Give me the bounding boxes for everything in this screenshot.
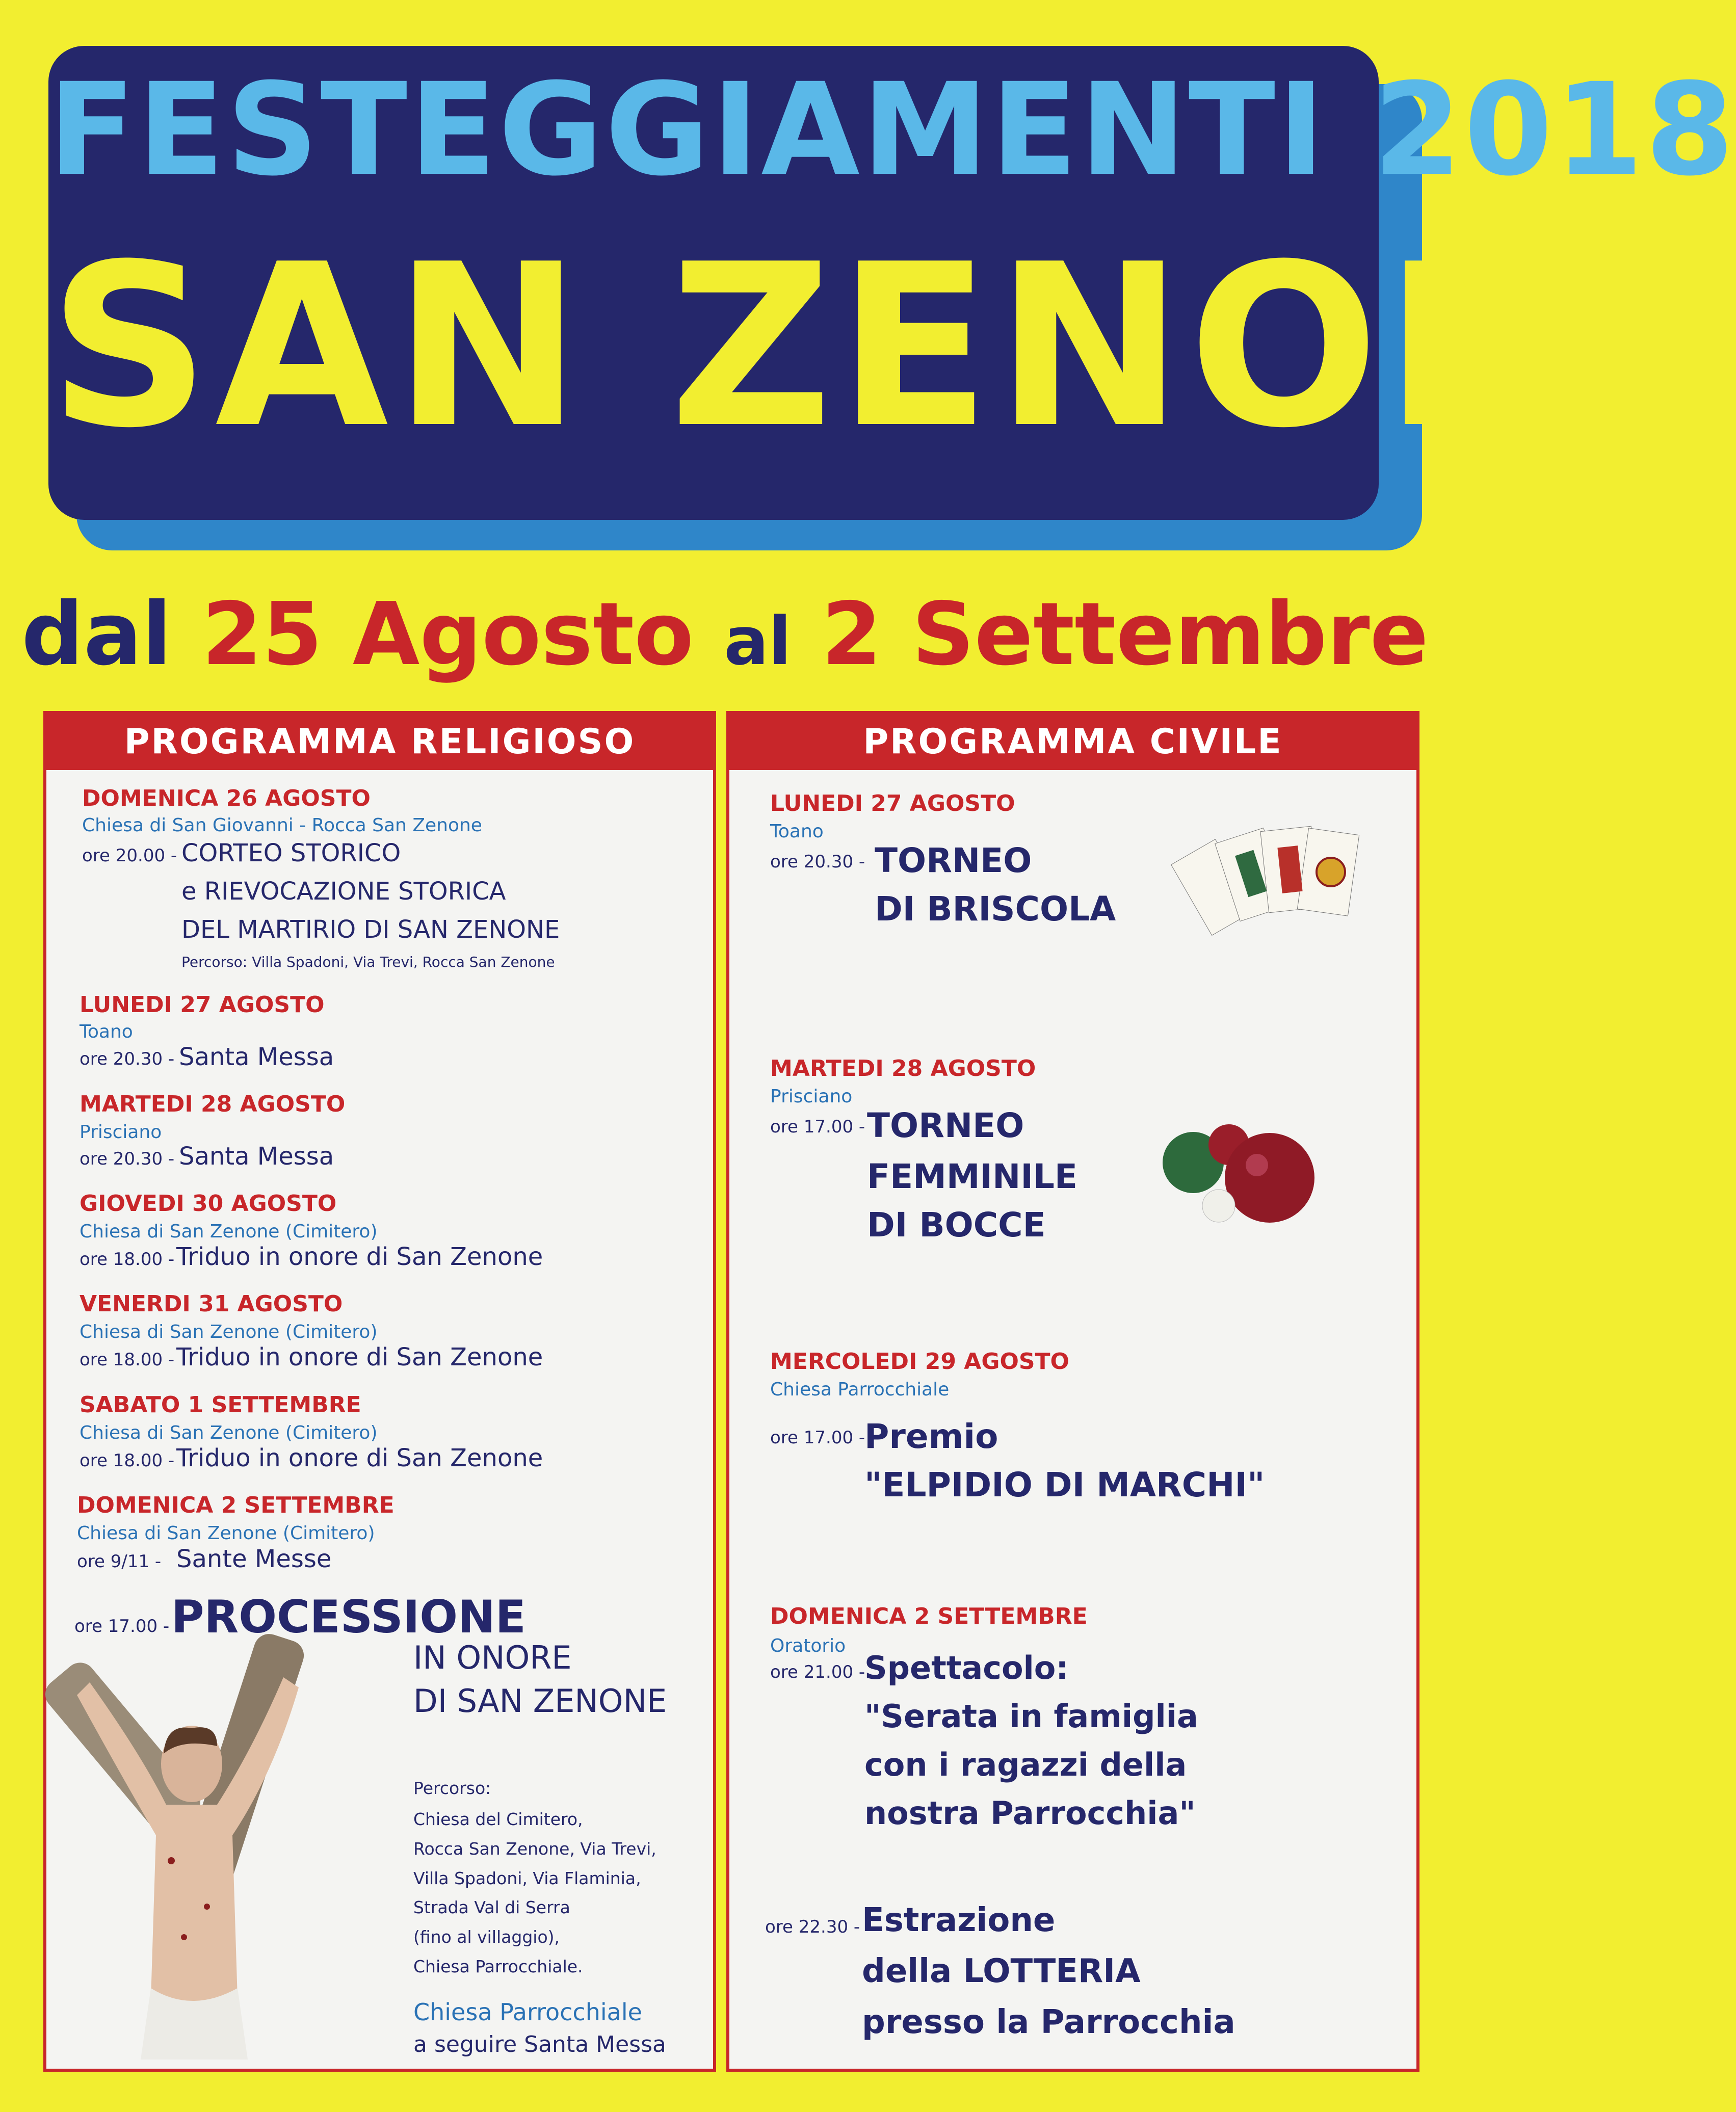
event-title: Spettacolo:: [864, 1649, 1069, 1686]
playing-cards-image: [1178, 816, 1372, 948]
event-place: Chiesa di San Giovanni - Rocca San Zenone: [82, 815, 482, 836]
event-title: FEMMINILE: [867, 1157, 1078, 1196]
saint-name: SAN ZENONE: [48, 216, 1735, 477]
event-time: ore 17.00 -: [770, 1428, 865, 1448]
event-title: Santa Messa: [179, 1142, 334, 1171]
date-end: 2 Settembre: [821, 584, 1429, 685]
event-time: ore 20.30 -: [80, 1149, 175, 1169]
event-title: DI BRISCOLA: [875, 889, 1116, 929]
event-title: "Serata in famiglia: [864, 1698, 1198, 1735]
event-title: Triduo in onore di San Zenone: [176, 1343, 543, 1371]
event-title: con i ragazzi della: [864, 1746, 1187, 1783]
event-day: DOMENICA 26 AGOSTO: [82, 785, 371, 811]
event-time: ore 22.30 -: [765, 1917, 860, 1937]
procession-church: Chiesa Parrocchiale: [413, 1998, 642, 2026]
route-stop: Rocca San Zenone, Via Trevi,: [413, 1838, 656, 1859]
event-time: ore 17.00 -: [770, 1117, 865, 1137]
event-title: nostra Parrocchia": [864, 1794, 1196, 1832]
event-time: ore 21.00 -: [770, 1662, 865, 1682]
event-day: DOMENICA 2 SETTEMBRE: [77, 1492, 394, 1518]
procession-subtitle: DI SAN ZENONE: [413, 1682, 667, 1720]
event-title: Estrazione: [862, 1902, 1056, 1939]
date-dal: dal: [21, 584, 172, 685]
event-place: Prisciano: [770, 1086, 853, 1107]
event-title: Premio: [864, 1417, 998, 1456]
procession-route: [413, 1805, 656, 1982]
civil-program-panel: [726, 711, 1419, 2072]
event-title: DI BOCCE: [867, 1205, 1046, 1245]
event-day: GIOVEDI 30 AGOSTO: [80, 1191, 337, 1217]
festival-title: FESTEGGIAMENTI 2018: [48, 56, 1736, 204]
event-title: Sante Messe: [176, 1545, 332, 1573]
event-title: CORTEO STORICO: [181, 839, 401, 867]
event-title: "ELPIDIO DI MARCHI": [864, 1465, 1265, 1504]
event-day: MERCOLEDI 29 AGOSTO: [770, 1349, 1069, 1375]
event-title: Triduo in onore di San Zenone: [176, 1444, 543, 1472]
event-day: LUNEDI 27 AGOSTO: [80, 992, 325, 1018]
event-day: MARTEDI 28 AGOSTO: [80, 1091, 346, 1117]
event-place: Chiesa di San Zenone (Cimitero): [80, 1422, 378, 1443]
event-title: Triduo in onore di San Zenone: [176, 1243, 543, 1271]
procession-route-label: Percorso:: [413, 1778, 491, 1798]
event-time: ore 20.30 -: [80, 1049, 175, 1069]
event-time: ore 18.00 -: [80, 1350, 175, 1370]
event-time: ore 20.30 -: [770, 852, 865, 872]
event-place: Toano: [80, 1021, 133, 1042]
civil-program-heading: PROGRAMMA CIVILE: [729, 714, 1416, 770]
saint-statue-image: [49, 1621, 406, 2070]
route-stop: Villa Spadoni, Via Flaminia,: [413, 1868, 641, 1888]
event-title: e RIEVOCAZIONE STORICA: [181, 877, 506, 906]
event-place: Oratorio: [770, 1635, 846, 1656]
date-range: [0, 576, 1450, 700]
event-time: ore 18.00 -: [80, 1249, 175, 1270]
bocce-balls-image: [1147, 1117, 1341, 1249]
event-place: Chiesa di San Zenone (Cimitero): [80, 1221, 378, 1242]
event-title: DEL MARTIRIO DI SAN ZENONE: [181, 915, 560, 944]
route-stop: Strada Val di Serra: [413, 1897, 570, 1918]
event-day: VENERDI 31 AGOSTO: [80, 1291, 343, 1317]
event-title: della LOTTERIA: [862, 1952, 1141, 1990]
event-place: Chiesa Parrocchiale: [770, 1379, 950, 1400]
religious-program-heading: PROGRAMMA RELIGIOSO: [46, 714, 713, 770]
route-stop: Chiesa del Cimitero,: [413, 1809, 583, 1829]
event-title: presso la Parrocchia: [862, 2003, 1235, 2041]
procession-after: a seguire Santa Messa: [413, 2031, 666, 2057]
religious-program-panel: [43, 711, 716, 2072]
route-stop: (fino al villaggio),: [413, 1927, 560, 1947]
event-route: Percorso: Villa Spadoni, Via Trevi, Rocca San Zenone: [181, 954, 555, 970]
procession-subtitle: IN ONORE: [413, 1639, 572, 1676]
event-place: Prisciano: [80, 1122, 162, 1143]
event-time: ore 20.00 -: [82, 846, 177, 866]
event-title: Santa Messa: [179, 1043, 334, 1071]
event-title: TORNEO: [875, 841, 1032, 880]
event-place: Toano: [770, 821, 824, 842]
procession-title: PROCESSIONE: [171, 1591, 526, 1643]
date-al: al: [724, 602, 792, 680]
event-day: LUNEDI 27 AGOSTO: [770, 790, 1015, 816]
event-title: TORNEO: [867, 1106, 1024, 1145]
event-day: MARTEDI 28 AGOSTO: [770, 1055, 1036, 1081]
event-time: ore 17.00 -: [74, 1616, 170, 1636]
date-start: 25 Agosto: [202, 584, 694, 685]
route-stop: Chiesa Parrocchiale.: [413, 1956, 583, 1976]
event-place: Chiesa di San Zenone (Cimitero): [80, 1322, 378, 1342]
event-time: ore 18.00 -: [80, 1450, 175, 1471]
event-place: Chiesa di San Zenone (Cimitero): [77, 1523, 375, 1544]
event-time: ore 9/11 -: [77, 1551, 162, 1572]
event-day: DOMENICA 2 SETTEMBRE: [770, 1603, 1088, 1629]
event-day: SABATO 1 SETTEMBRE: [80, 1392, 361, 1418]
